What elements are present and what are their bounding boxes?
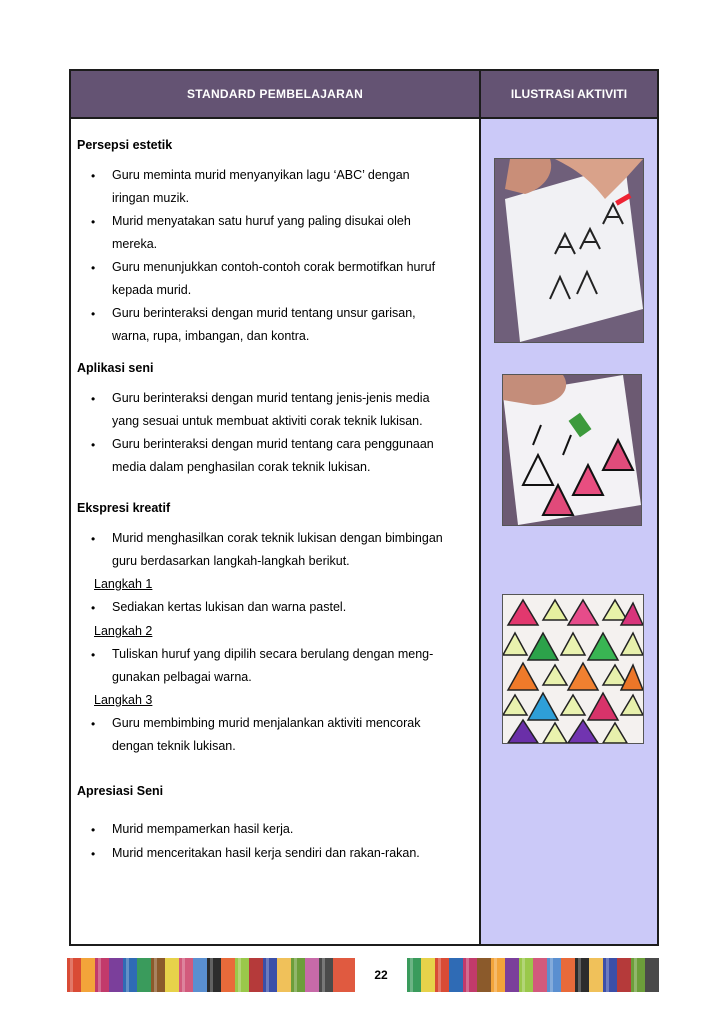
list-item: Guru berinteraksi dengan murid tentang jenis-jenis media	[112, 391, 430, 405]
bullet: •	[91, 307, 96, 321]
section-title-aplikasi: Aplikasi seni	[77, 361, 154, 375]
header-standard-pembelajaran: STANDARD PEMBELAJARAN	[186, 87, 364, 101]
list-item-cont: yang sesuai untuk membuat aktiviti corak teknik lukisan.	[112, 414, 423, 428]
list-item-cont: warna, rupa, imbangan, dan kontra.	[112, 329, 310, 343]
bullet: •	[91, 532, 96, 546]
list-item-cont: kepada murid.	[112, 283, 192, 297]
list-item: Murid mempamerkan hasil kerja.	[112, 822, 294, 836]
section-title-ekspresi: Ekspresi kreatif	[77, 501, 171, 515]
list-item: Guru berinteraksi dengan murid tentang cara penggunaan	[112, 437, 434, 451]
lesson-table	[69, 69, 659, 946]
list-item-cont: dengan teknik lukisan.	[112, 739, 236, 753]
list-item: Guru membimbing murid menjalankan aktiviti mencorak	[112, 716, 421, 730]
table-header	[71, 71, 657, 119]
list-item: Murid menceritakan hasil kerja sendiri dan rakan-rakan.	[112, 846, 420, 860]
list-item-cont: gunakan pelbagai warna.	[112, 670, 252, 684]
bullet: •	[91, 169, 96, 183]
bullet: •	[91, 438, 96, 452]
bullet: •	[91, 648, 96, 662]
step-label: Langkah 1	[94, 577, 153, 591]
section-title-persepsi: Persepsi estetik	[77, 138, 173, 152]
activity-photo-colouring	[502, 374, 642, 526]
step-label: Langkah 3	[94, 693, 153, 707]
illustration-column	[479, 119, 657, 944]
page-number: 22	[355, 958, 407, 992]
list-item-cont: iringan muzik.	[112, 191, 190, 205]
standard-column	[71, 119, 479, 944]
list-item: Guru meminta murid menyanyikan lagu ‘ABC’ dengan	[112, 168, 410, 182]
bullet: •	[91, 823, 96, 837]
list-item: Sediakan kertas lukisan dan warna pastel.	[112, 600, 347, 614]
list-item: Tuliskan huruf yang dipilih secara berulang dengan meng-	[112, 647, 434, 661]
pencil-strip-left	[67, 958, 355, 992]
list-item-cont: mereka.	[112, 237, 158, 251]
list-item: Guru berinteraksi dengan murid tentang unsur garisan,	[112, 306, 416, 320]
activity-photo-writing	[494, 158, 644, 343]
bullet: •	[91, 261, 96, 275]
list-item-cont: media dalam penghasilan corak teknik lukisan.	[112, 460, 371, 474]
step-label: Langkah 2	[94, 624, 153, 638]
section-title-apresiasi: Apresiasi Seni	[77, 784, 164, 798]
header-ilustrasi-aktiviti: ILUSTRASI AKTIVITI	[479, 71, 657, 117]
bullet: •	[91, 847, 96, 861]
bullet: •	[91, 392, 96, 406]
bullet: •	[91, 601, 96, 615]
bullet: •	[91, 717, 96, 731]
bullet: •	[91, 215, 96, 229]
pencil-strip-right	[407, 958, 659, 992]
activity-photo-pattern	[502, 594, 644, 744]
list-item: Murid menghasilkan corak teknik lukisan dengan bimbingan	[112, 531, 443, 545]
list-item: Murid menyatakan satu huruf yang paling disukai oleh	[112, 214, 411, 228]
list-item: Guru menunjukkan contoh-contoh corak bermotifkan huruf	[112, 260, 436, 274]
list-item-cont: guru berdasarkan langkah-langkah berikut.	[112, 554, 350, 568]
